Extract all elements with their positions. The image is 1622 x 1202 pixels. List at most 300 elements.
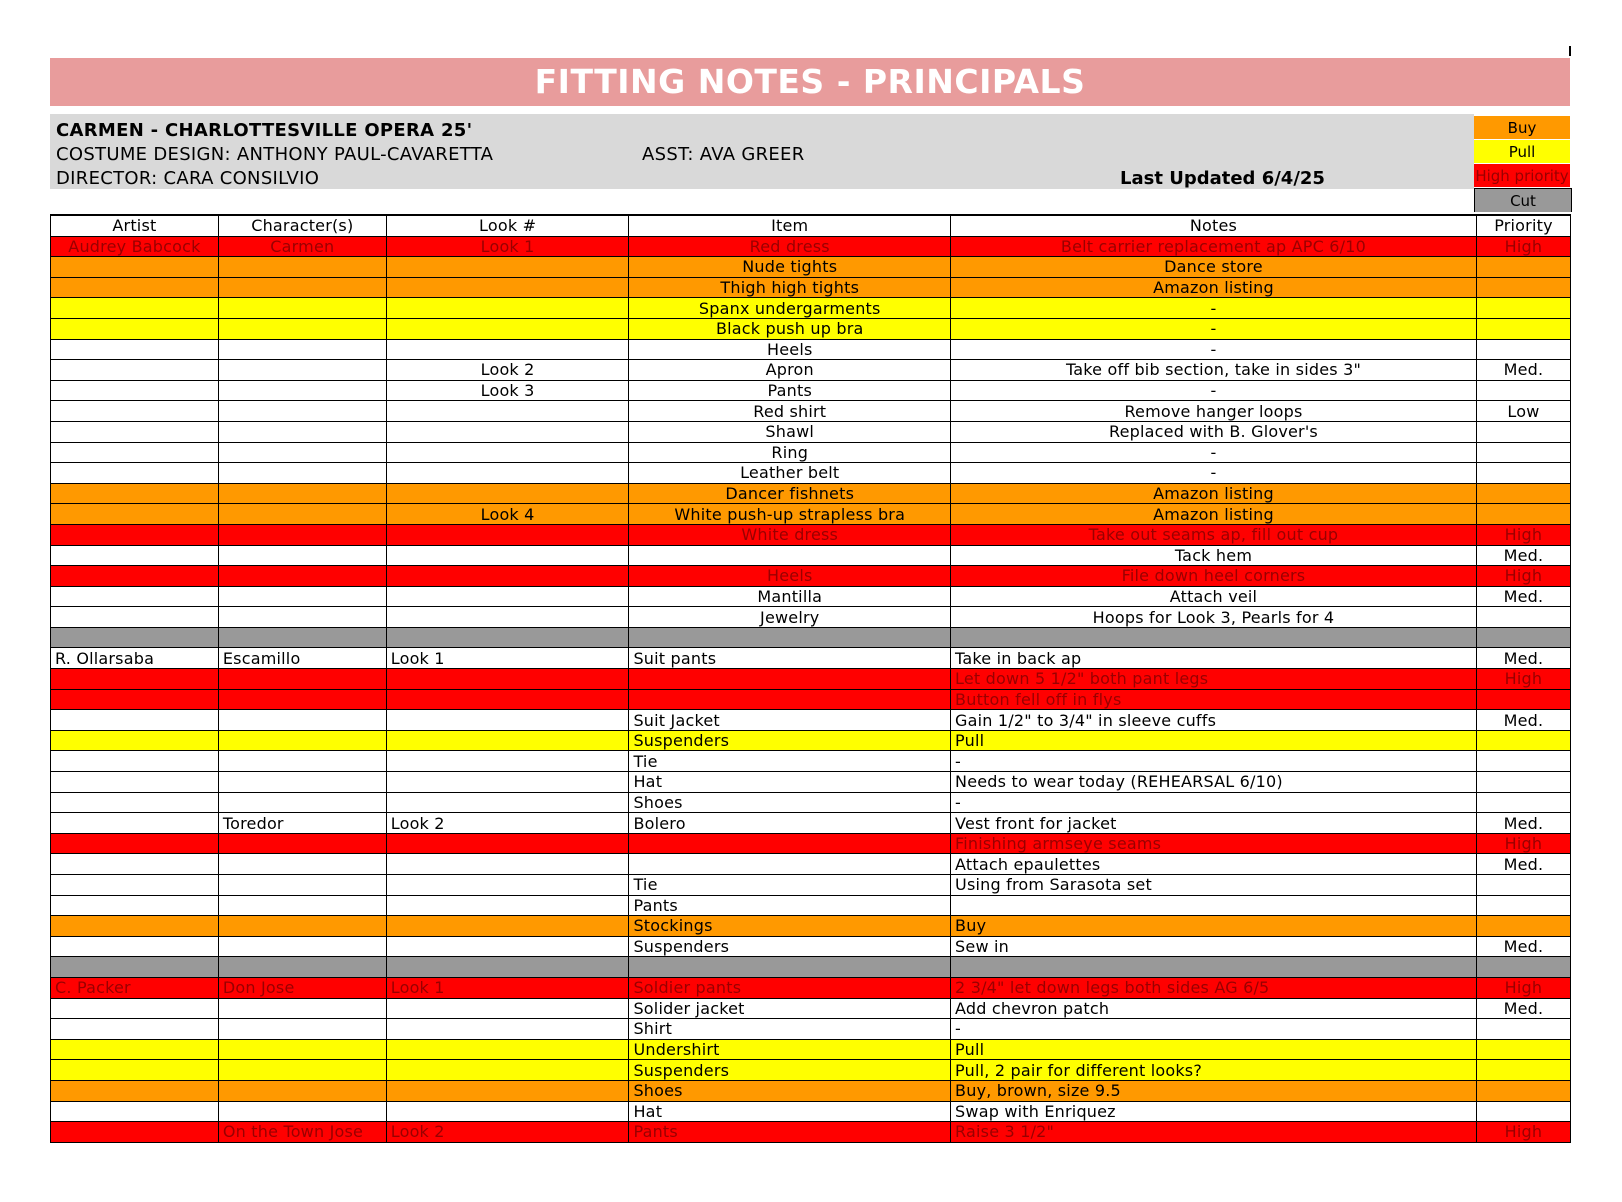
priority-cell[interactable] [1476, 627, 1570, 648]
item-cell[interactable]: Suit Jacket [629, 710, 951, 731]
look-cell[interactable] [386, 566, 629, 587]
table-row [51, 1101, 1571, 1122]
artist-cell[interactable] [51, 1060, 219, 1081]
character-cell[interactable] [218, 669, 386, 690]
notes-cell[interactable]: File down heel corners [951, 566, 1477, 587]
table-body [51, 236, 1571, 1142]
character-cell[interactable] [218, 772, 386, 793]
artist-cell[interactable]: Audrey Babcock [51, 236, 219, 257]
notes-cell[interactable]: Vest front for jacket [951, 813, 1477, 834]
item-cell[interactable]: Spanx undergarments [629, 298, 951, 319]
table-row [51, 1039, 1571, 1060]
notes-cell[interactable]: Attach epaulettes [951, 854, 1477, 875]
priority-cell[interactable] [1476, 1039, 1570, 1060]
look-cell[interactable] [386, 1080, 629, 1101]
character-cell[interactable] [218, 875, 386, 896]
look-cell[interactable] [386, 916, 629, 937]
look-cell[interactable] [386, 957, 629, 978]
notes-cell[interactable]: - [951, 298, 1477, 319]
character-cell[interactable] [218, 1039, 386, 1060]
notes-cell[interactable]: Sew in [951, 936, 1477, 957]
priority-cell[interactable] [1476, 957, 1570, 978]
item-cell[interactable]: Mantilla [629, 586, 951, 607]
notes-cell[interactable]: Hoops for Look 3, Pearls for 4 [951, 607, 1477, 628]
look-cell[interactable] [386, 936, 629, 957]
character-cell[interactable] [218, 792, 386, 813]
character-cell[interactable] [218, 277, 386, 298]
artist-cell[interactable] [51, 277, 219, 298]
table-row [51, 380, 1571, 401]
character-cell[interactable] [218, 730, 386, 751]
look-cell[interactable] [386, 895, 629, 916]
artist-cell[interactable] [51, 669, 219, 690]
artist-cell[interactable] [51, 318, 219, 339]
look-cell[interactable] [386, 401, 629, 422]
priority-cell[interactable] [1476, 792, 1570, 813]
item-cell[interactable]: Shirt [629, 1019, 951, 1040]
item-cell[interactable]: Nude tights [629, 257, 951, 278]
character-cell[interactable] [218, 1080, 386, 1101]
priority-cell[interactable] [1476, 442, 1570, 463]
character-cell[interactable] [218, 380, 386, 401]
notes-cell[interactable]: Swap with Enriquez [951, 1101, 1477, 1122]
character-cell[interactable] [218, 1060, 386, 1081]
column-header-artist: Artist [51, 215, 219, 236]
priority-cell[interactable] [1476, 751, 1570, 772]
item-cell[interactable]: Pants [629, 895, 951, 916]
item-cell[interactable]: Red dress [629, 236, 951, 257]
artist-cell[interactable] [51, 854, 219, 875]
artist-cell[interactable] [51, 1019, 219, 1040]
item-cell[interactable]: Ring [629, 442, 951, 463]
character-cell[interactable]: On the Town Jose [218, 1122, 386, 1143]
notes-cell[interactable]: Add chevron patch [951, 998, 1477, 1019]
notes-cell[interactable]: - [951, 318, 1477, 339]
priority-cell[interactable] [1476, 1060, 1570, 1081]
priority-cell[interactable]: Med. [1476, 813, 1570, 834]
table-row [51, 463, 1571, 484]
artist-cell[interactable] [51, 421, 219, 442]
priority-cell[interactable]: Low [1476, 401, 1570, 422]
artist-cell[interactable] [51, 545, 219, 566]
artist-cell[interactable] [51, 1122, 219, 1143]
priority-cell[interactable]: High [1476, 977, 1570, 998]
artist-cell[interactable] [51, 689, 219, 710]
character-cell[interactable] [218, 916, 386, 937]
table-row [51, 1019, 1571, 1040]
priority-cell[interactable] [1476, 1101, 1570, 1122]
look-cell[interactable] [386, 1060, 629, 1081]
look-cell[interactable] [386, 833, 629, 854]
artist-cell[interactable] [51, 463, 219, 484]
character-cell[interactable] [218, 689, 386, 710]
character-cell[interactable] [218, 566, 386, 587]
legend-buy: Buy [1474, 116, 1570, 139]
item-cell[interactable] [629, 833, 951, 854]
look-cell[interactable] [386, 751, 629, 772]
table-row [51, 813, 1571, 834]
character-cell[interactable] [218, 421, 386, 442]
priority-cell[interactable] [1476, 1080, 1570, 1101]
notes-cell[interactable]: Belt carrier replacement ap APC 6/10 [951, 236, 1477, 257]
priority-cell[interactable] [1476, 730, 1570, 751]
character-cell[interactable] [218, 524, 386, 545]
item-cell[interactable]: Suspenders [629, 730, 951, 751]
item-cell[interactable]: Thigh high tights [629, 277, 951, 298]
notes-cell[interactable]: Tack hem [951, 545, 1477, 566]
artist-cell[interactable] [51, 504, 219, 525]
notes-cell[interactable]: - [951, 339, 1477, 360]
artist-cell[interactable] [51, 257, 219, 278]
priority-cell[interactable]: Med. [1476, 545, 1570, 566]
priority-cell[interactable] [1476, 689, 1570, 710]
priority-cell[interactable]: High [1476, 1122, 1570, 1143]
item-cell[interactable] [629, 545, 951, 566]
look-cell[interactable] [386, 669, 629, 690]
last-updated: Last Updated 6/4/25 [1120, 168, 1325, 189]
notes-cell[interactable]: Pull [951, 1039, 1477, 1060]
item-cell[interactable]: Jewelry [629, 607, 951, 628]
table-row [51, 360, 1571, 381]
notes-cell[interactable]: Take in back ap [951, 648, 1477, 669]
priority-cell[interactable] [1476, 463, 1570, 484]
table-row [51, 236, 1571, 257]
item-cell[interactable]: White dress [629, 524, 951, 545]
look-cell[interactable]: Look 2 [386, 813, 629, 834]
table-row [51, 586, 1571, 607]
item-cell[interactable] [629, 689, 951, 710]
look-cell[interactable] [386, 1039, 629, 1060]
director-name: DIRECTOR: CARA CONSILVIO [56, 168, 320, 189]
notes-cell[interactable]: Attach veil [951, 586, 1477, 607]
look-cell[interactable] [386, 730, 629, 751]
character-cell[interactable]: Carmen [218, 236, 386, 257]
priority-cell[interactable] [1476, 916, 1570, 937]
character-cell[interactable] [218, 1101, 386, 1122]
table-row [51, 442, 1571, 463]
artist-cell[interactable] [51, 916, 219, 937]
artist-cell[interactable] [51, 442, 219, 463]
item-cell[interactable]: Shawl [629, 421, 951, 442]
item-cell[interactable]: Hat [629, 1101, 951, 1122]
artist-cell[interactable] [51, 360, 219, 381]
character-cell[interactable] [218, 607, 386, 628]
column-header-characters: Character(s) [218, 215, 386, 236]
priority-cell[interactable] [1476, 257, 1570, 278]
priority-cell[interactable]: Med. [1476, 854, 1570, 875]
notes-cell[interactable]: 2 3/4" let down legs both sides AG 6/5 [951, 977, 1477, 998]
look-cell[interactable]: Look 1 [386, 236, 629, 257]
item-cell[interactable]: Heels [629, 566, 951, 587]
item-cell[interactable]: Suspenders [629, 936, 951, 957]
character-cell[interactable] [218, 710, 386, 731]
character-cell[interactable] [218, 463, 386, 484]
character-cell[interactable] [218, 257, 386, 278]
artist-cell[interactable] [51, 1101, 219, 1122]
character-cell[interactable] [218, 586, 386, 607]
notes-cell[interactable]: Buy [951, 916, 1477, 937]
character-cell[interactable] [218, 545, 386, 566]
notes-cell[interactable]: Amazon listing [951, 483, 1477, 504]
table-row [51, 833, 1571, 854]
character-cell[interactable]: Escamillo [218, 648, 386, 669]
look-cell[interactable] [386, 545, 629, 566]
artist-cell[interactable] [51, 524, 219, 545]
look-cell[interactable]: Look 4 [386, 504, 629, 525]
priority-cell[interactable] [1476, 380, 1570, 401]
artist-cell[interactable] [51, 751, 219, 772]
artist-cell[interactable] [51, 380, 219, 401]
item-cell[interactable]: Hat [629, 772, 951, 793]
priority-cell[interactable]: High [1476, 669, 1570, 690]
look-cell[interactable] [386, 277, 629, 298]
look-cell[interactable] [386, 421, 629, 442]
look-cell[interactable] [386, 298, 629, 319]
artist-cell[interactable] [51, 998, 219, 1019]
look-cell[interactable] [386, 463, 629, 484]
production-name: CARMEN - CHARLOTTESVILLE OPERA 25' [56, 120, 473, 141]
notes-cell[interactable]: Finishing armseye seams [951, 833, 1477, 854]
column-header-look: Look # [386, 215, 629, 236]
priority-cell[interactable]: High [1476, 236, 1570, 257]
item-cell[interactable]: Pants [629, 380, 951, 401]
notes-cell[interactable]: Amazon listing [951, 277, 1477, 298]
character-cell[interactable]: Don Jose [218, 977, 386, 998]
priority-cell[interactable] [1476, 483, 1570, 504]
table-row [51, 936, 1571, 957]
item-cell[interactable]: Heels [629, 339, 951, 360]
priority-cell[interactable] [1476, 277, 1570, 298]
notes-cell[interactable]: Buy, brown, size 9.5 [951, 1080, 1477, 1101]
look-cell[interactable] [386, 854, 629, 875]
look-cell[interactable] [386, 318, 629, 339]
look-cell[interactable]: Look 1 [386, 648, 629, 669]
table-row [51, 318, 1571, 339]
table-row [51, 772, 1571, 793]
notes-cell[interactable] [951, 957, 1477, 978]
notes-cell[interactable]: Take off bib section, take in sides 3" [951, 360, 1477, 381]
character-cell[interactable] [218, 957, 386, 978]
table-row [51, 751, 1571, 772]
notes-cell[interactable]: - [951, 463, 1477, 484]
artist-cell[interactable] [51, 710, 219, 731]
artist-cell[interactable] [51, 1039, 219, 1060]
look-cell[interactable]: Look 2 [386, 360, 629, 381]
table-row [51, 977, 1571, 998]
character-cell[interactable] [218, 854, 386, 875]
look-cell[interactable] [386, 483, 629, 504]
notes-cell[interactable]: Button fell off in flys [951, 689, 1477, 710]
item-cell[interactable]: White push-up strapless bra [629, 504, 951, 525]
item-cell[interactable]: Black push up bra [629, 318, 951, 339]
priority-cell[interactable] [1476, 772, 1570, 793]
artist-cell[interactable] [51, 730, 219, 751]
priority-cell[interactable]: High [1476, 566, 1570, 587]
item-cell[interactable]: Tie [629, 875, 951, 896]
notes-cell[interactable]: Pull, 2 pair for different looks? [951, 1060, 1477, 1081]
artist-cell[interactable] [51, 627, 219, 648]
item-cell[interactable] [629, 669, 951, 690]
costume-designer: COSTUME DESIGN: ANTHONY PAUL-CAVARETTA [56, 144, 494, 165]
artist-cell[interactable] [51, 339, 219, 360]
notes-cell[interactable]: Take out seams ap, fill out cup [951, 524, 1477, 545]
character-cell[interactable] [218, 401, 386, 422]
artist-cell[interactable] [51, 298, 219, 319]
priority-cell[interactable] [1476, 895, 1570, 916]
column-header-notes: Notes [951, 215, 1477, 236]
notes-cell[interactable] [951, 895, 1477, 916]
look-cell[interactable] [386, 710, 629, 731]
notes-cell[interactable]: Dance store [951, 257, 1477, 278]
artist-cell[interactable]: C. Packer [51, 977, 219, 998]
look-cell[interactable] [386, 607, 629, 628]
table-row [51, 1060, 1571, 1081]
item-cell[interactable]: Undershirt [629, 1039, 951, 1060]
item-cell[interactable]: Shoes [629, 1080, 951, 1101]
look-cell[interactable] [386, 442, 629, 463]
notes-cell[interactable]: - [951, 1019, 1477, 1040]
look-cell[interactable] [386, 586, 629, 607]
character-cell[interactable] [218, 833, 386, 854]
look-cell[interactable] [386, 875, 629, 896]
character-cell[interactable] [218, 751, 386, 772]
item-cell[interactable]: Solider jacket [629, 998, 951, 1019]
item-cell[interactable]: Soldier pants [629, 977, 951, 998]
item-cell[interactable]: Red shirt [629, 401, 951, 422]
notes-cell[interactable] [951, 627, 1477, 648]
look-cell[interactable] [386, 339, 629, 360]
priority-cell[interactable]: Med. [1476, 710, 1570, 731]
character-cell[interactable] [218, 1019, 386, 1040]
item-cell[interactable]: Suit pants [629, 648, 951, 669]
notes-cell[interactable]: - [951, 380, 1477, 401]
priority-cell[interactable] [1476, 1019, 1570, 1040]
artist-cell[interactable]: R. Ollarsaba [51, 648, 219, 669]
character-cell[interactable] [218, 895, 386, 916]
item-cell[interactable]: Shoes [629, 792, 951, 813]
priority-cell[interactable]: High [1476, 833, 1570, 854]
notes-cell[interactable]: - [951, 442, 1477, 463]
priority-cell[interactable]: Med. [1476, 360, 1570, 381]
character-cell[interactable] [218, 442, 386, 463]
item-cell[interactable]: Bolero [629, 813, 951, 834]
item-cell[interactable] [629, 957, 951, 978]
artist-cell[interactable] [51, 607, 219, 628]
character-cell[interactable] [218, 936, 386, 957]
artist-cell[interactable] [51, 483, 219, 504]
notes-cell[interactable]: Needs to wear today (REHEARSAL 6/10) [951, 772, 1477, 793]
priority-cell[interactable] [1476, 607, 1570, 628]
character-cell[interactable] [218, 318, 386, 339]
item-cell[interactable]: Dancer fishnets [629, 483, 951, 504]
look-cell[interactable] [386, 792, 629, 813]
table-row [51, 895, 1571, 916]
character-cell[interactable] [218, 504, 386, 525]
priority-cell[interactable] [1476, 875, 1570, 896]
artist-cell[interactable] [51, 772, 219, 793]
priority-cell[interactable]: Med. [1476, 586, 1570, 607]
notes-cell[interactable]: Amazon listing [951, 504, 1477, 525]
look-cell[interactable] [386, 1019, 629, 1040]
look-cell[interactable] [386, 524, 629, 545]
artist-cell[interactable] [51, 895, 219, 916]
notes-cell[interactable]: Raise 3 1/2" [951, 1122, 1477, 1143]
look-cell[interactable]: Look 1 [386, 977, 629, 998]
priority-cell[interactable]: Med. [1476, 936, 1570, 957]
look-cell[interactable]: Look 2 [386, 1122, 629, 1143]
item-cell[interactable]: Stockings [629, 916, 951, 937]
notes-cell[interactable]: Replaced with B. Glover's [951, 421, 1477, 442]
priority-cell[interactable]: High [1476, 524, 1570, 545]
artist-cell[interactable] [51, 401, 219, 422]
character-cell[interactable]: Toredor [218, 813, 386, 834]
priority-cell[interactable] [1476, 298, 1570, 319]
look-cell[interactable] [386, 998, 629, 1019]
production-info-band [50, 114, 1474, 189]
item-cell[interactable]: Leather belt [629, 463, 951, 484]
artist-cell[interactable] [51, 936, 219, 957]
item-cell[interactable] [629, 854, 951, 875]
look-cell[interactable] [386, 257, 629, 278]
item-cell[interactable]: Suspenders [629, 1060, 951, 1081]
priority-cell[interactable]: Med. [1476, 998, 1570, 1019]
look-cell[interactable] [386, 772, 629, 793]
character-cell[interactable] [218, 360, 386, 381]
artist-cell[interactable] [51, 813, 219, 834]
notes-cell[interactable]: - [951, 751, 1477, 772]
assistant-name: ASST: AVA GREER [642, 144, 805, 165]
artist-cell[interactable] [51, 792, 219, 813]
table-row [51, 339, 1571, 360]
character-cell[interactable] [218, 627, 386, 648]
item-cell[interactable]: Apron [629, 360, 951, 381]
priority-cell[interactable]: Med. [1476, 648, 1570, 669]
look-cell[interactable] [386, 1101, 629, 1122]
notes-cell[interactable]: - [951, 792, 1477, 813]
artist-cell[interactable] [51, 586, 219, 607]
artist-cell[interactable] [51, 1080, 219, 1101]
item-cell[interactable] [629, 627, 951, 648]
notes-cell[interactable]: Pull [951, 730, 1477, 751]
look-cell[interactable]: Look 3 [386, 380, 629, 401]
priority-cell[interactable] [1476, 504, 1570, 525]
priority-cell[interactable] [1476, 339, 1570, 360]
artist-cell[interactable] [51, 957, 219, 978]
table-row [51, 854, 1571, 875]
notes-cell[interactable]: Gain 1/2" to 3/4" in sleeve cuffs [951, 710, 1477, 731]
character-cell[interactable] [218, 483, 386, 504]
notes-cell[interactable]: Let down 5 1/2" both pant legs [951, 669, 1477, 690]
table-row [51, 524, 1571, 545]
character-cell[interactable] [218, 298, 386, 319]
look-cell[interactable] [386, 689, 629, 710]
look-cell[interactable] [386, 627, 629, 648]
item-cell[interactable]: Tie [629, 751, 951, 772]
character-cell[interactable] [218, 998, 386, 1019]
priority-cell[interactable] [1476, 421, 1570, 442]
table-row [51, 689, 1571, 710]
character-cell[interactable] [218, 339, 386, 360]
priority-cell[interactable] [1476, 318, 1570, 339]
notes-cell[interactable]: Remove hanger loops [951, 401, 1477, 422]
artist-cell[interactable] [51, 566, 219, 587]
notes-cell[interactable]: Using from Sarasota set [951, 875, 1477, 896]
artist-cell[interactable] [51, 875, 219, 896]
artist-cell[interactable] [51, 833, 219, 854]
legend-high-priority: High priority [1474, 164, 1570, 187]
table-header-row [51, 215, 1571, 236]
item-cell[interactable]: Pants [629, 1122, 951, 1143]
